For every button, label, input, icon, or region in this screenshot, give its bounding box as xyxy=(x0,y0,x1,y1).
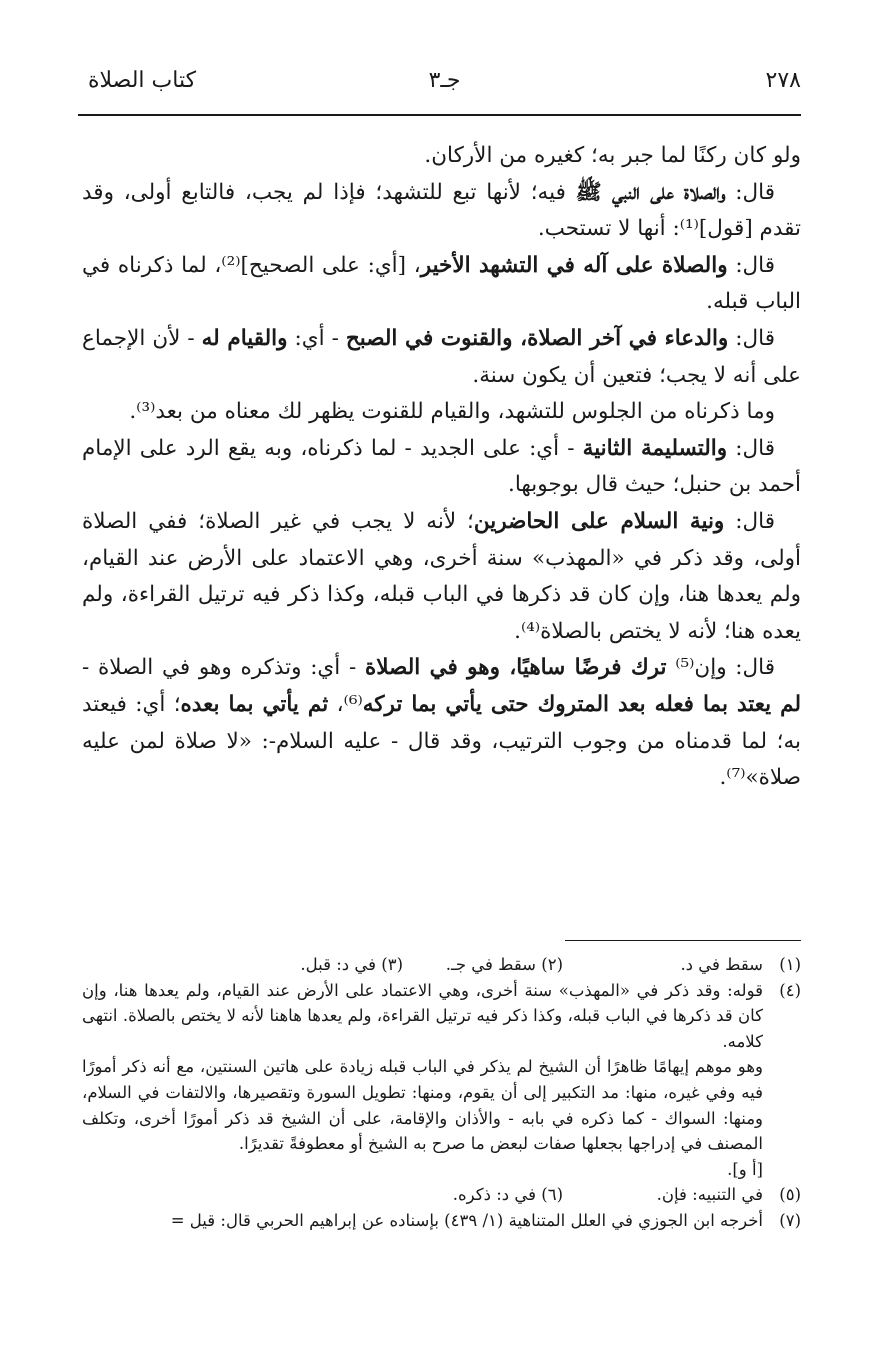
page-number: ٢٧٨ xyxy=(765,67,801,93)
matn-text: ترك فرضًا ساهيًا، وهو في الصلاة xyxy=(364,655,667,681)
footnote-5: في التنبيه: فإن. xyxy=(656,1185,763,1205)
running-header xyxy=(88,62,801,98)
paragraph-4: قال: والدعاء في آخر الصلاة، والقنوت في الصبح - أي: والقيام له - لأن الإجماع على أنه لا يجب؛ فتعين أن يكون سنة. xyxy=(82,325,801,388)
footnote-7: أخرجه ابن الجوزي في العلل المتناهية (١/ ٤٣٩) بإسناده عن إبراهيم الحربي قال: قيل = xyxy=(170,1210,763,1230)
footnote-4-continued: وهو موهم إيهامًا ظاهرًا أن الشيخ لم يذكر في الباب قبله زيادة على هاتين السنتين، مع أنه ذكر أمورًا فيه وفي غيره، منها: مد التكبير إلى أن يقوم، ومنها: تطويل السورة وتقصيرها، والالتفات في السلام، ومنها: السواك - كما ذكره في بابه - والأذان والإقامة، على أن الشيخ قد ذكر أمورًا أخرى، وتكلف المصنف في إدراجها بجعلها صفات لبعض ما صرح به الشيخ أو معطوفةً تقديرًا. [أ و]. xyxy=(82,1057,763,1179)
footnote-number: (٧) xyxy=(779,1210,801,1230)
paragraph-1: ولو كان ركنًا لما جبر به؛ كغيره من الأركان. xyxy=(424,143,801,168)
main-text xyxy=(82,138,801,797)
footnotes xyxy=(82,952,801,1234)
matn-text: والتسليمة الثانية xyxy=(582,435,728,461)
matn-text: والصلاة على النبي ﷺ xyxy=(575,179,726,205)
footnote-1: سقط في د. xyxy=(680,955,763,974)
footnote-number: (٤) xyxy=(779,980,801,1000)
volume-label: جـ٣ xyxy=(428,67,461,93)
paragraph-2: قال: والصلاة على النبي ﷺ فيه؛ لأنها تبع للتشهد؛ فإذا لم يجب، فالتابع أولى، وقد تقدم [قول]⁽¹⁾: أنها لا تستحب. xyxy=(82,179,801,242)
header-rule xyxy=(78,114,801,116)
matn-text: لم يعتد بما فعله بعد المتروك حتى يأتي بما تركه xyxy=(362,691,801,717)
paragraph-8: قال: وإن⁽⁵⁾ ترك فرضًا ساهيًا، وهو في الصلاة - أي: وتذكره وهو في الصلاة - لم يعتد بما فعله بعد المتروك حتى يأتي بما تركه⁽⁶⁾، ثم يأتي بما بعده؛ أي: فيعتد به؛ لما قدمناه من وجوب الترتيب، وقد قال - عليه السلام-: «لا صلاة لمن عليه صلاة»⁽⁷⁾. xyxy=(82,655,801,791)
footnote-6: (٦) في د: ذكره. xyxy=(452,1185,563,1205)
paragraph-5: وما ذكرناه من الجلوس للتشهد، والقيام للقنوت يظهر لك معناه من بعد⁽³⁾. xyxy=(129,399,775,425)
book-title: كتاب الصلاة xyxy=(88,67,197,93)
footnote-rule xyxy=(565,940,801,941)
matn-text: والصلاة على آله في التشهد الأخير xyxy=(420,252,728,278)
matn-text: ثم يأتي بما بعده xyxy=(180,691,329,717)
footnote-4: قوله: وقد ذكر في «المهذب» سنة أخرى، وهي الاعتماد على الأرض عند القيام، ولم يعدها هنا، وإن كان قد ذكرها في الباب قبله، وكذا ذكر فيه ترتيل القراءة، ولم يعدها هاهنا لأنه لا يختص بالصلاة. انتهى كلامه. xyxy=(82,980,763,1051)
paragraph-3: قال: والصلاة على آله في التشهد الأخير، [أي: على الصحيح]⁽²⁾، لما ذكرناه في الباب قبله. xyxy=(82,252,801,315)
footnote-number: (٥) xyxy=(779,1185,801,1205)
footnote-number: (١) xyxy=(779,955,801,974)
paragraph-7: قال: ونية السلام على الحاضرين؛ لأنه لا يجب في غير الصلاة؛ ففي الصلاة أولى، وقد ذكر في «المهذب» سنة أخرى، وهي الاعتماد على الأرض عند القيام، ولم يعدها هنا، وإن كان قد ذكرها في الباب قبله، وكذا ذكر فيه ترتيل القراءة، ولم يعده هنا؛ لأنه لا يختص بالصلاة⁽⁴⁾. xyxy=(82,508,801,644)
matn-text: ونية السلام على الحاضرين xyxy=(473,508,725,534)
paragraph-6: قال: والتسليمة الثانية - أي: على الجديد - لما ذكرناه، وبه يقع الرد على الإمام أحمد بن حنبل؛ حيث قال بوجوبها. xyxy=(82,435,801,498)
footnote-row-5 xyxy=(82,1182,801,1208)
footnote-row-7 xyxy=(82,1208,801,1234)
matn-text: والدعاء في آخر الصلاة، والقنوت في الصبح xyxy=(345,325,729,351)
footnote-row-1 xyxy=(82,952,801,978)
footnote-2: (٢) سقط في جـ. xyxy=(445,955,563,974)
matn-text: والقيام له xyxy=(201,325,288,351)
footnote-3: (٣) في د: قبل. xyxy=(300,955,403,974)
footnote-row-4 xyxy=(82,978,801,1055)
